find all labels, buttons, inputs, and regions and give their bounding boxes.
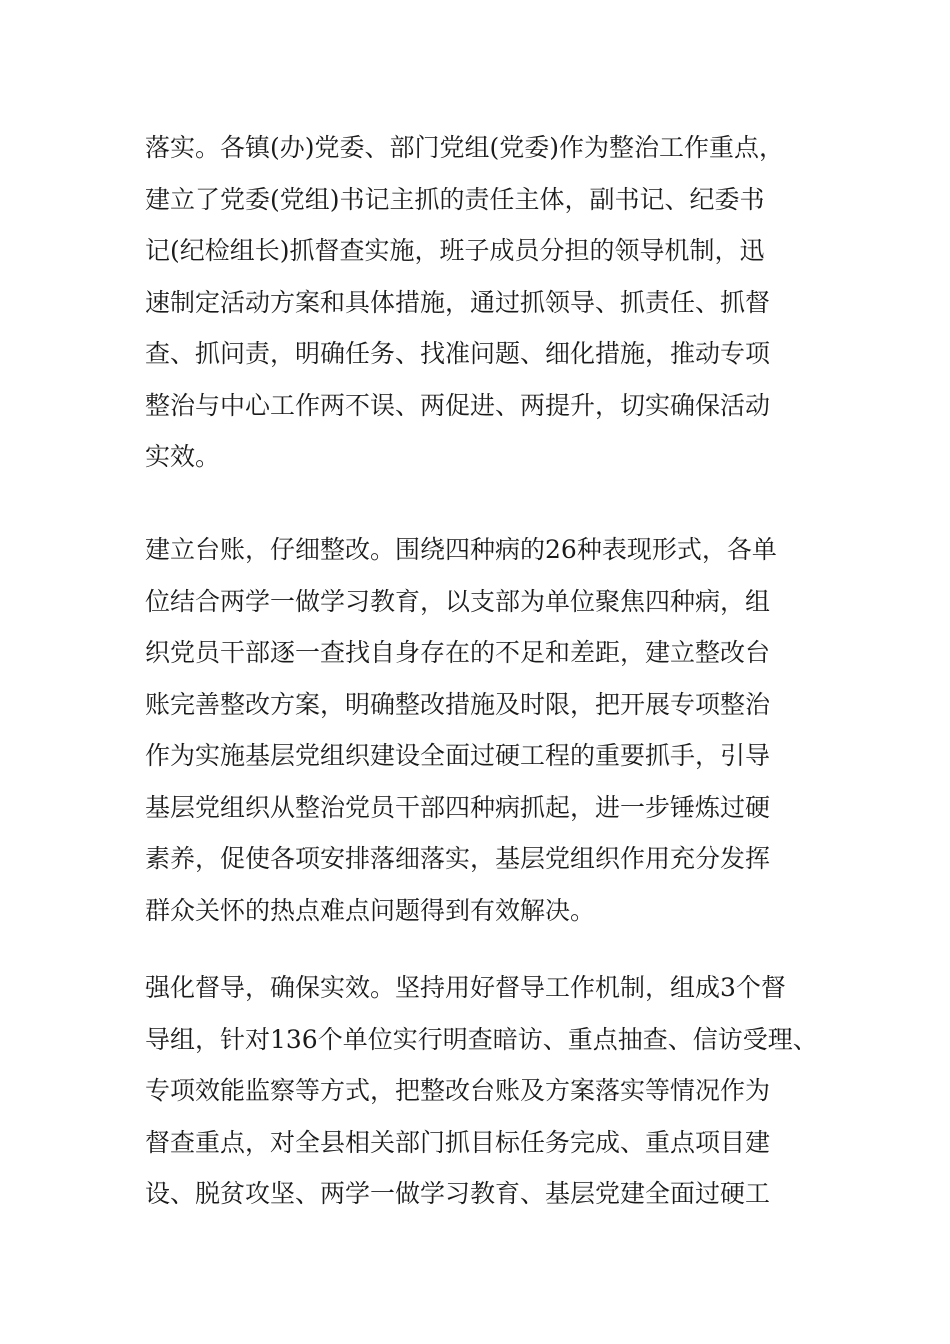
text-line: 设、脱贫攻坚、两学一做学习教育、基层党建全面过硬工 — [145, 1179, 771, 1208]
text-line: 作为实施基层党组织建设全面过硬工程的重要抓手，引导 — [145, 741, 771, 770]
text-line: 素养，促使各项安排落细落实，基层党组织作用充分发挥 — [145, 844, 771, 873]
text-line: 速制定活动方案和具体措施，通过抓领导、抓责任、抓督 — [145, 287, 771, 317]
text-line: 织党员干部逐一查找自身存在的不足和差距，建立整改台 — [145, 638, 771, 667]
text-line: 基层党组织从整治党员干部四种病抓起，进一步锤炼过硬 — [145, 792, 771, 822]
text-line: 督查重点，对全县相关部门抓目标任务完成、重点项目建 — [145, 1127, 771, 1157]
text-line: 账完善整改方案，明确整改措施及时限，把开展专项整治 — [145, 689, 771, 719]
text-line: 整治与中心工作两不误、两促进、两提升，切实确保活动 — [145, 390, 771, 420]
paragraph-supervision — [145, 962, 845, 1220]
text-line: 强化督导，确保实效。坚持用好督导工作机制，组成3个督 — [145, 973, 786, 1002]
text-line: 导组，针对136个单位实行明查暗访、重点抽查、信访受理、 — [145, 1024, 818, 1054]
text-line: 建立了党委(党组)书记主抓的责任主体，副书记、纪委书 — [145, 184, 765, 214]
text-line: 专项效能监察等方式，把整改台账及方案落实等情况作为 — [145, 1076, 771, 1105]
text-line: 记(纪检组长)抓督查实施，班子成员分担的领导机制，迅 — [145, 236, 765, 265]
text-line: 群众关怀的热点难点问题得到有效解决。 — [145, 895, 596, 925]
text-line: 位结合两学一做学习教育，以支部为单位聚焦四种病，组 — [145, 586, 771, 616]
paragraph-implementation — [145, 122, 845, 483]
text-line: 实效。 — [145, 442, 221, 471]
text-line: 查、抓问责，明确任务、找准问题、细化措施，推动专项 — [145, 339, 771, 368]
paragraph-ledger-rectification — [145, 524, 845, 936]
text-line: 建立台账，仔细整改。围绕四种病的26种表现形式，各单 — [145, 535, 777, 564]
text-line: 落实。各镇(办)党委、部门党组(党委)作为整治工作重点， — [145, 133, 785, 162]
